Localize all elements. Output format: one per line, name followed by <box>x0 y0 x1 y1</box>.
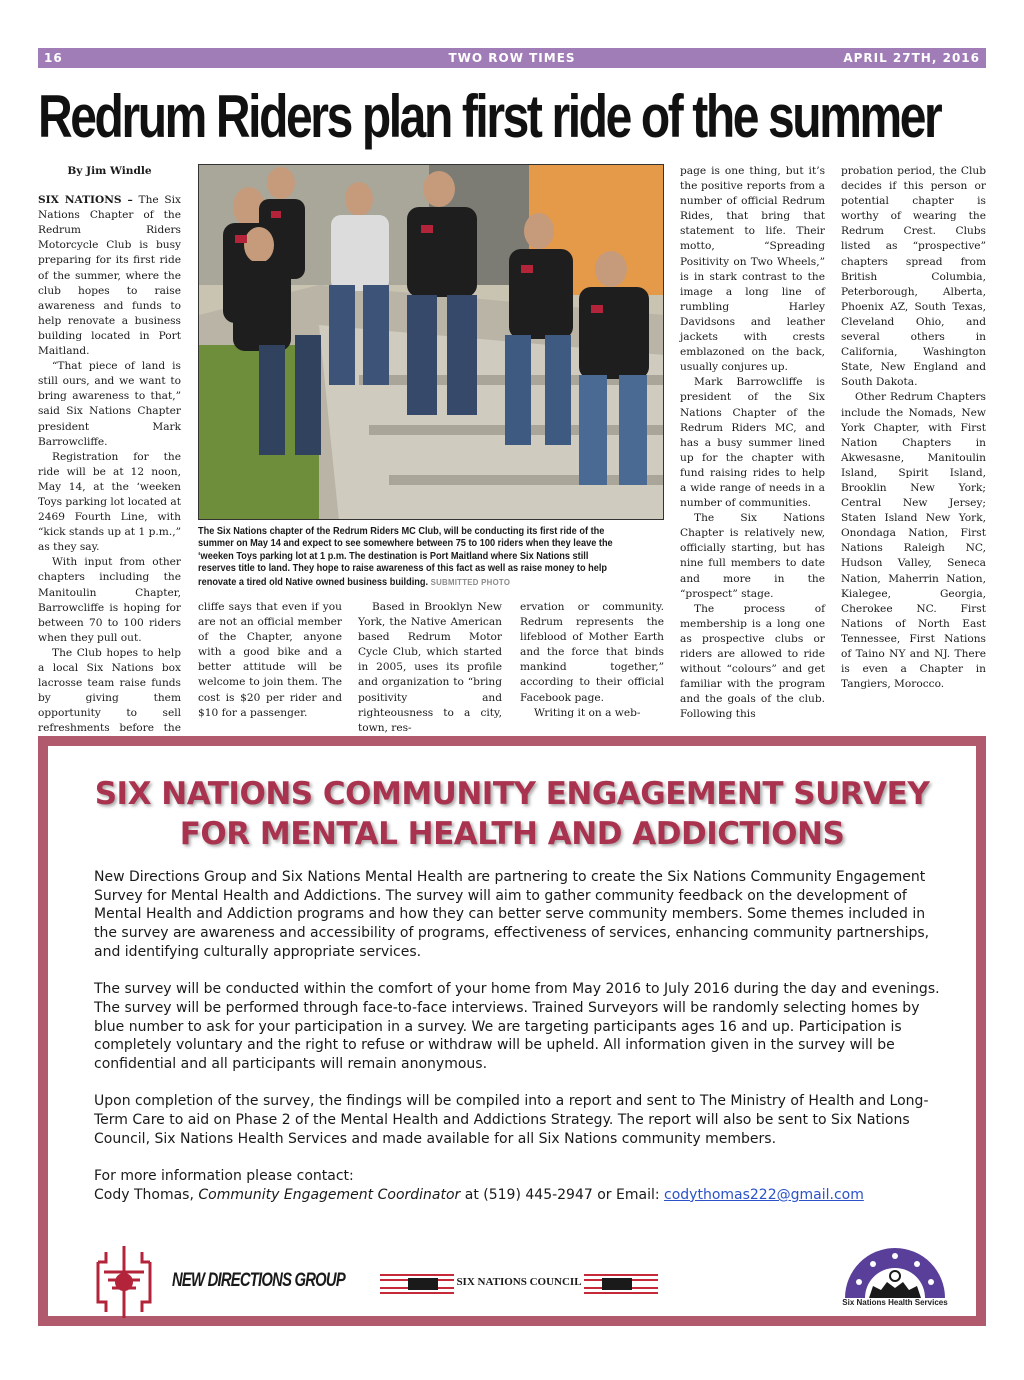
article-paragraph: Mark Barrowcliffe is president of the Six Nations Chapter of the Redrum Riders MC, and has a busy summer lined up for the chapter with fund raising rides to help a wide range of needs in a number of communities. <box>680 376 825 510</box>
page-number: 16 <box>44 51 63 65</box>
article-paragraph: ervation or community. Redrum represents the lifeblood of Mother Earth and the force that binds mankind together,” according to their official Facebook page. <box>520 601 664 704</box>
contact-role: Community Engagement Coordinator <box>198 1186 461 1203</box>
issue-date: APRIL 27TH, 2016 <box>843 51 980 65</box>
council-wordmark: SIX NATIONS COUNCIL <box>456 1276 582 1288</box>
article-paragraph: With input from other chapters including the Manitoulin Chapter, Barrowcliffe is hoping for between 70 to 100 riders when they pull out. <box>38 556 181 644</box>
article-paragraph: page is one thing, but it’s the positive reports from a number of official Redrum Rides, that bring that statement to life. Their motto, “Spreading Positivity on Two Wheels,” is in stark contrast to the image a long line of rumbling Harley Davidsons and leather jackets with crests emblazoned on the back, usually conjures up. <box>680 165 825 374</box>
article-paragraph <box>38 193 181 359</box>
article-paragraph: cliffe says that even if you are not an official member of the Chapter, anyone with a good bike and a better attitude will be welcome to join them. The cost is $20 per rider and $10 for a passenger. <box>198 601 342 719</box>
article-paragraph: probation period, the Club decides if this person or potential chapter is worthy of wearing the Redrum Crest. Clubs listed as “prospective” chapters spread from British Columbia, Peterborough, Alberta, Phoenix AZ, South Texas, Cleveland Ohio, and several others in California, Washington State, New England and South Dakota. <box>841 165 986 389</box>
six-nations-council-logo <box>380 1270 658 1298</box>
contact-email-link[interactable]: codythomas222@gmail.com <box>664 1186 864 1203</box>
paragraph-text: The Six Nations Chapter of the Redrum Riders Motorcycle Club is busy preparing for its first ride of the summer, where the club hopes to raise awareness and funds to help renovate a business building located in Port Maitland. <box>38 194 181 358</box>
byline: By Jim Windle <box>67 165 152 177</box>
contact-phone: at (519) 445-2947 or Email: <box>464 1186 660 1203</box>
page-header-bar <box>38 48 986 68</box>
ad-paragraph: The survey will be conducted within the comfort of your home from May 2016 to July 2016 during the day and evenings. The survey will be performed through face-to-face interviews. Trained Surveyors will be randomly selecting homes by blue number to ask for your participation in a survey. We are targeting participants ages 16 and up. Participation is completely voluntary and the right to refuse or withdraw will be upheld. All information given in the survey will be confidential and all participants will remain anonymous. <box>94 981 940 1073</box>
survey-advertisement <box>38 736 986 1326</box>
article-headline: Redrum Riders plan first ride of the summer <box>38 83 941 150</box>
ad-title-line-1: SIX NATIONS COMMUNITY ENGAGEMENT SURVEY <box>94 776 930 812</box>
photo-caption <box>198 526 627 589</box>
ad-title-line-2: FOR MENTAL HEALTH AND ADDICTIONS <box>179 816 845 852</box>
article-paragraph: Based in Brooklyn New York, the Native American based Redrum Motor Cycle Club, which started in 2005, uses its profile and organization to “bring positivity and righteousness to a city, town, res- <box>358 601 502 734</box>
riders-group-photo <box>198 164 664 520</box>
health-services-wordmark: Six Nations Health Services <box>842 1298 948 1307</box>
article-paragraph: The Six Nations Chapter is relatively new, officially starting, but has nine full members to date and more in the “prospect” stage. <box>680 512 825 600</box>
article-paragraph: The process of membership is a long one as prospective clubs or riders are allowed to ride without “colours” and get familiar with the program and the goals of the club. Following this <box>680 602 825 721</box>
ad-title <box>48 774 976 854</box>
article-column-6 <box>841 164 986 692</box>
article-paragraph: “That piece of land is still ours, and we want to bring awareness to that,” said Six Nations Chapter president Mark Barrowcliffe. <box>38 360 181 448</box>
contact-name: Cody Thomas, <box>94 1186 194 1203</box>
article-column-2 <box>198 600 342 721</box>
new-directions-group-wordmark: NEW DIRECTIONS GROUP <box>172 1270 345 1291</box>
article-paragraph: Registration for the ride will be at 12 noon, May 14, at the ‘weeken Toys parking lot located at 2469 Fourth Line, with “kick stands up at 1 p.m.,” as they say. <box>38 450 182 554</box>
newspaper-name: TWO ROW TIMES <box>448 51 576 65</box>
article-paragraph: The Club hopes to help a local Six Nations box lacrosse team raise funds by giving them opportunity to sell refreshments before the <box>38 646 181 735</box>
article-column-3 <box>358 600 502 736</box>
photo-illustration <box>199 165 664 520</box>
contact-line <box>94 1186 944 1205</box>
new-directions-group-logo-icon <box>94 1242 154 1322</box>
article-column-4 <box>520 600 664 721</box>
ad-paragraph: New Directions Group and Six Nations Mental Health are partnering to create the Six Nations Community Engagement Survey for Mental Health and Addictions. The survey will aim to gather community feedback on the development of Mental Health and Addiction programs and how they can better serve community members. Some themes included in the survey are awareness and accessibility of programs, effectiveness of services, enhancing community partnerships, and identifying culturally appropriate services. <box>94 869 930 960</box>
dateline: SIX NATIONS – <box>38 194 133 207</box>
article-column-1 <box>38 164 181 752</box>
article-paragraph: Other Redrum Chapters include the Nomads, New York Chapter, with First Nation Chapters in Akwesasne, Manitoulin Island, Spirit Island, Brooklin New York; Central New Jersey; Staten Island New York, Onondaga Nation, First Nations Raleigh NC, Hudson Valley, Seneca Nation, Maherrin Nation, Kialegee, Georgia, Cherokee NC. First Nations of North East Tennessee, First Nations of Taino NY and NJ. There is even a Chapter in Tangiers, Morocco. <box>841 391 986 691</box>
article-paragraph: Writing it on a web- <box>534 706 641 719</box>
ad-paragraph: Upon completion of the survey, the findings will be compiled into a report and sent to The Ministry of Health and Long-Term Care to aid on Phase 2 of the Mental Health and Addictions Strategy. The report will also be sent to Six Nations Council, Six Nations Health Services and made available for all Six Nations community members. <box>94 1093 929 1147</box>
article-column-5 <box>680 164 825 722</box>
contact-intro: For more information please contact: <box>94 1168 354 1185</box>
caption-text: The Six Nations chapter of the Redrum Riders MC Club, will be conducting its first ride of the summer on May 14 and expect to see somewhere between 75 to 100 riders when they leave the ‘weeken Toys parking lot at 1 p.m. The destination is Port Maitland where Six Nations still reserves title to land. They hope to raise awareness of this fact as well as raise money to help renovate a tired old Native owned business building. <box>198 526 613 588</box>
photo-credit: SUBMITTED PHOTO <box>430 576 511 587</box>
ad-body <box>94 868 944 1205</box>
